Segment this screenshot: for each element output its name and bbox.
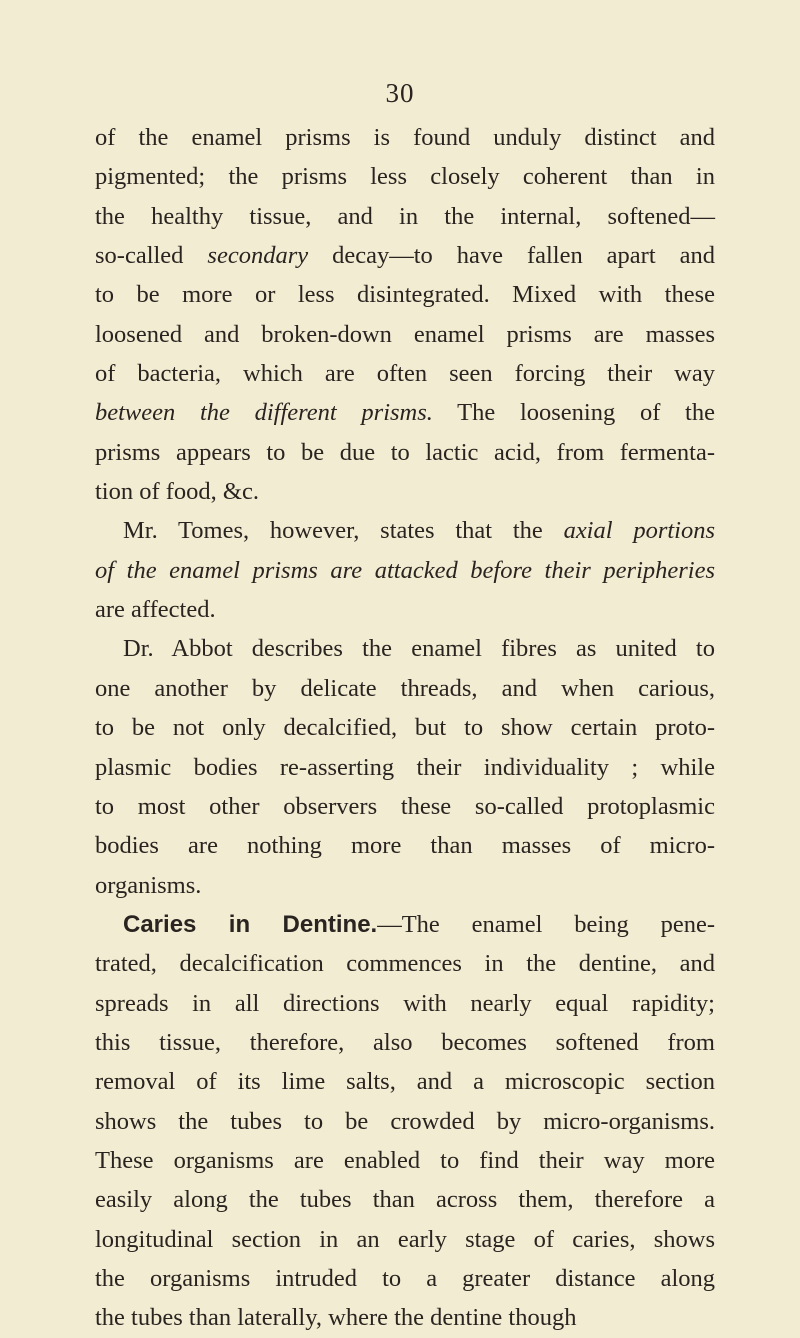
italic-text: between the different prisms. [95, 399, 433, 427]
text-run: are affected. [95, 596, 216, 624]
text-run: Dr. Abbot describes the enamel fibres as united to [123, 635, 715, 663]
text-run: to be not only decalcified, but to show certain proto- [95, 714, 715, 742]
text-run: pigmented; the prisms less closely coherent than in [95, 163, 715, 191]
text-line [95, 354, 715, 393]
text-line [95, 866, 715, 905]
text-run: —The enamel being pene- [377, 910, 715, 938]
text-run: of bacteria, which are often seen forcing their way [95, 360, 715, 388]
text-line [95, 1023, 715, 1062]
text-line [95, 275, 715, 314]
text-line [95, 905, 715, 944]
text-line [95, 1220, 715, 1259]
text-line [95, 1180, 715, 1219]
text-line [95, 315, 715, 354]
text-run: the organisms intruded to a greater distance along [95, 1264, 715, 1292]
text-line [95, 1259, 715, 1298]
text-run: The loosening of the [432, 399, 715, 427]
italic-text: secondary [207, 242, 309, 270]
text-line [95, 1141, 715, 1180]
text-run: plasmic bodies re-asserting their individuality ; while [95, 753, 715, 781]
text-run: easily along the tubes than across them, therefore a [95, 1186, 715, 1214]
text-run: prisms appears to be due to lactic acid, from fermenta- [95, 438, 715, 466]
text-run: loosened and broken-down enamel prisms are masses [95, 320, 715, 348]
text-run: decay—to have fallen apart and [308, 242, 715, 270]
text-line [95, 236, 715, 275]
section-heading: Caries in Dentine. [123, 910, 378, 938]
text-run: shows the tubes to be crowded by micro-organisms. [95, 1107, 715, 1135]
text-line [95, 197, 715, 236]
text-run: removal of its lime salts, and a microscopic section [95, 1068, 715, 1096]
text-run: the tubes than laterally, where the dentine though [95, 1304, 577, 1332]
text-run: bodies are nothing more than masses of micro- [95, 832, 715, 860]
text-line [95, 669, 715, 708]
text-line [95, 157, 715, 196]
text-line [95, 748, 715, 787]
text-run: organisms. [95, 871, 202, 899]
italic-text: of the enamel prisms are attacked before their peripheries [95, 556, 715, 584]
text-line [95, 511, 715, 550]
text-run: spreads in all directions with nearly equal rapidity; [95, 989, 715, 1017]
text-line [95, 629, 715, 668]
text-line [95, 1062, 715, 1101]
text-run: this tissue, therefore, also becomes softened from [95, 1028, 715, 1056]
text-line [95, 944, 715, 983]
text-run: to most other observers these so-called protoplasmic [95, 792, 715, 820]
text-line [95, 787, 715, 826]
text-line [95, 551, 715, 590]
text-run: one another by delicate threads, and when carious, [95, 674, 715, 702]
body-text [95, 118, 715, 1338]
page-number: 30 [385, 78, 415, 108]
text-run: trated, decalcification commences in the dentine, and [95, 950, 715, 978]
text-run: longitudinal section in an early stage of caries, shows [95, 1225, 715, 1253]
text-line [95, 433, 715, 472]
text-line [95, 1298, 715, 1337]
text-line [95, 984, 715, 1023]
text-run: to be more or less disintegrated. Mixed with these [95, 281, 715, 309]
text-line [95, 590, 715, 629]
text-run: so-called [95, 242, 208, 270]
text-line [95, 708, 715, 747]
text-run: Mr. Tomes, however, states that the [123, 517, 564, 545]
text-run: of the enamel prisms is found unduly distinct and [95, 124, 715, 151]
text-line [95, 1102, 715, 1141]
text-run: These organisms are enabled to find their way more [95, 1146, 715, 1174]
text-run: tion of food, &c. [95, 478, 259, 506]
text-run: the healthy tissue, and in the internal, softened— [95, 202, 715, 230]
text-line [95, 472, 715, 511]
text-line [95, 826, 715, 865]
text-line [95, 393, 715, 432]
text-line [95, 118, 715, 157]
italic-text: axial portions [563, 517, 715, 545]
